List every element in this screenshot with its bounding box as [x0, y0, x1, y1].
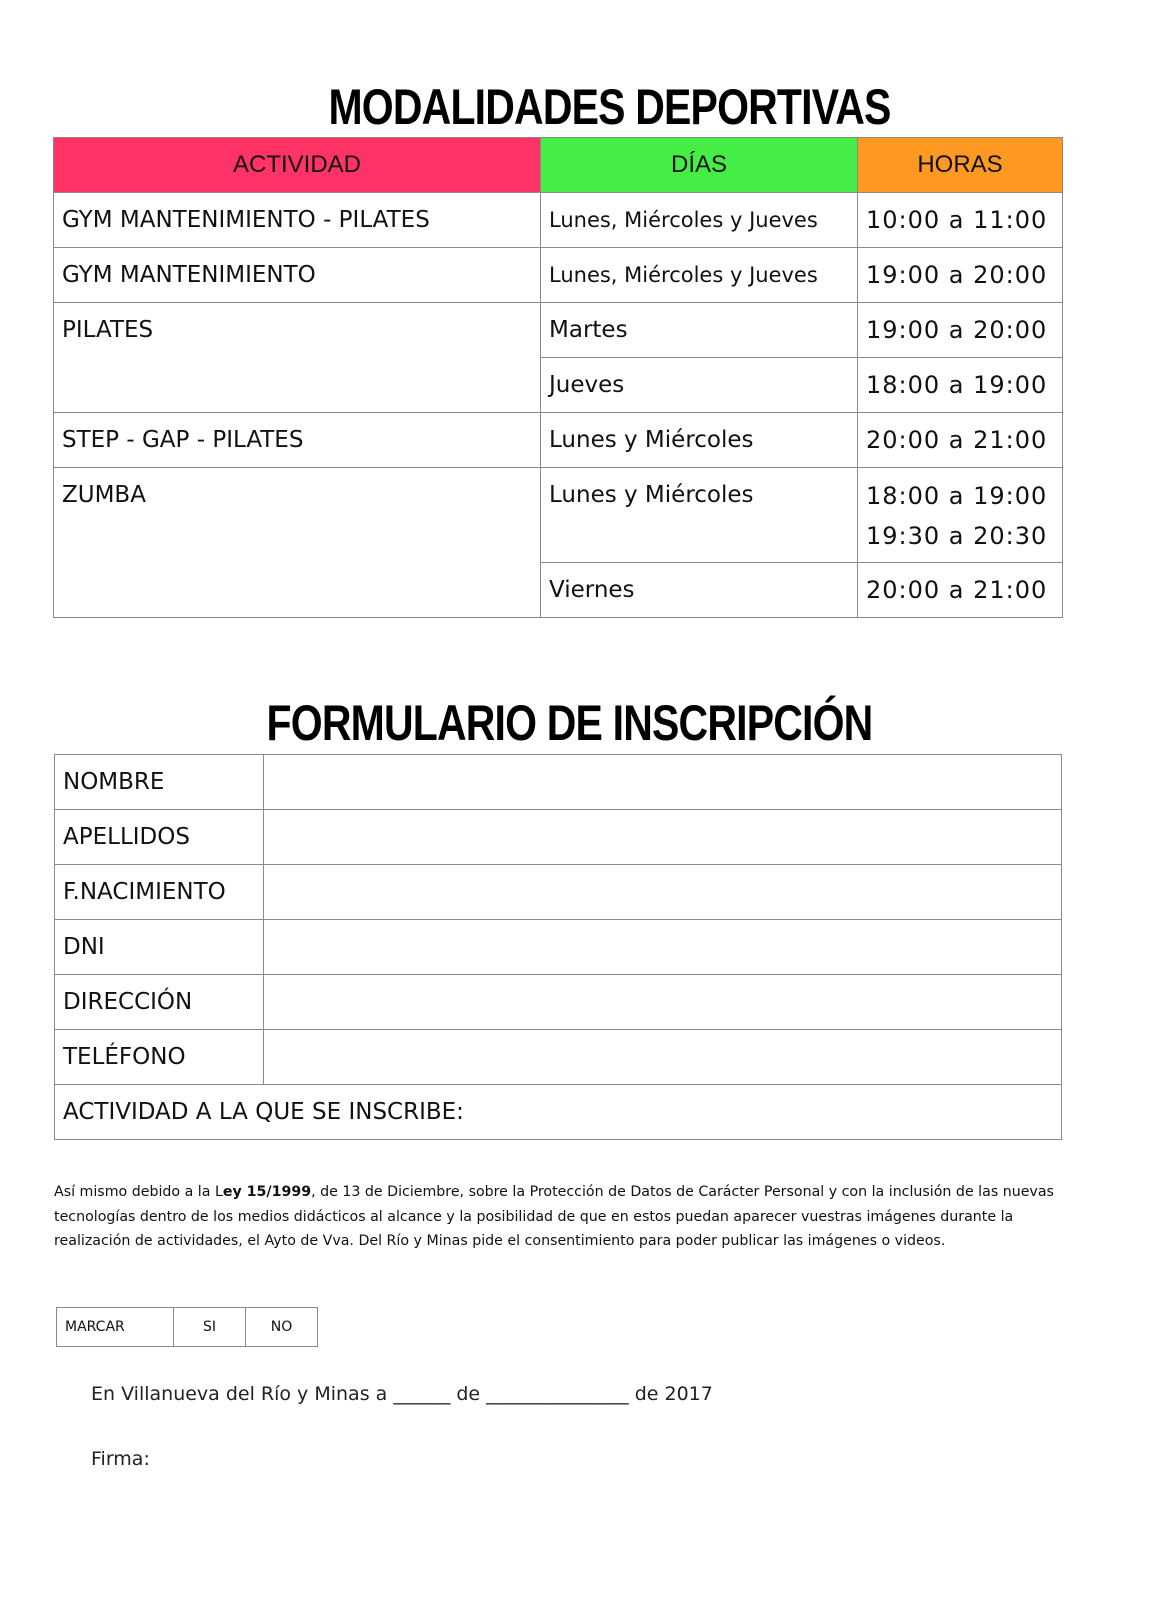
days-cell: Jueves: [541, 358, 858, 413]
header-horas: HORAS: [858, 138, 1063, 193]
legal-text-post: , de 13 de Diciembre, sobre la Protección de Datos de Carácter Personal y con la inclusión de las nuevas tecnologías dentro de los medios didácticos al alcance y la posibilidad de que en estos puedan aparecer vuestras imágenes durante la realización de actividades, el Ayto de Vva. Del Río y Minas pide el consentimiento para poder publicar las imágenes o videos.: [54, 1184, 1054, 1249]
apellidos-input[interactable]: [264, 810, 1062, 865]
consent-row: [57, 1308, 318, 1347]
form-title: FORMULARIO DE INSCRIPCIÓN: [266, 695, 873, 751]
days-cell: Lunes y Miércoles: [541, 413, 858, 468]
days-cell: Lunes, Miércoles y Jueves: [541, 193, 858, 248]
hours-cell: 20:00 a 21:00: [858, 563, 1063, 618]
telefono-input[interactable]: [264, 1030, 1062, 1085]
table-row: [54, 248, 1063, 303]
nacimiento-input[interactable]: [264, 865, 1062, 920]
field-label: NOMBRE: [55, 755, 264, 810]
hours-line: 18:00 a 19:00: [866, 482, 1048, 510]
field-label: DNI: [55, 920, 264, 975]
legal-text-pre: Así mismo debido a la L: [54, 1184, 223, 1200]
form-row: [55, 975, 1062, 1030]
days-cell: Lunes, Miércoles y Jueves: [541, 248, 858, 303]
days-cell: Martes: [541, 303, 858, 358]
direccion-input[interactable]: [264, 975, 1062, 1030]
schedule-title: MODALIDADES DEPORTIVAS: [328, 79, 891, 135]
nombre-input[interactable]: [264, 755, 1062, 810]
form-row: [55, 810, 1062, 865]
table-row: [54, 413, 1063, 468]
field-label: APELLIDOS: [55, 810, 264, 865]
header-actividad: ACTIVIDAD: [54, 138, 541, 193]
consent-table: [56, 1307, 318, 1347]
activity-input[interactable]: ACTIVIDAD A LA QUE SE INSCRIBE:: [55, 1085, 1062, 1140]
legal-law: ey 15/1999: [222, 1184, 312, 1200]
hours-cell: 10:00 a 11:00: [858, 193, 1063, 248]
form-row: [55, 1085, 1062, 1140]
field-label: DIRECCIÓN: [55, 975, 264, 1030]
activity-cell: STEP - GAP - PILATES: [54, 413, 541, 468]
header-dias: DÍAS: [541, 138, 858, 193]
activity-cell: ZUMBA: [54, 468, 541, 618]
activity-cell: GYM MANTENIMIENTO: [54, 248, 541, 303]
days-cell: Lunes y Miércoles: [541, 468, 858, 563]
hours-cell: 19:00 a 20:00: [858, 248, 1063, 303]
place-date-line: En Villanueva del Río y Minas a ______ de _______________ de 2017: [91, 1383, 713, 1405]
legal-notice: [54, 1180, 1084, 1254]
field-label: TELÉFONO: [55, 1030, 264, 1085]
hours-cell: 19:00 a 20:00: [858, 303, 1063, 358]
signature-label: Firma:: [91, 1448, 150, 1470]
registration-form: [54, 754, 1062, 1140]
form-row: [55, 865, 1062, 920]
consent-no[interactable]: NO: [246, 1308, 318, 1347]
schedule-table: [53, 137, 1063, 618]
table-row: [54, 468, 1063, 563]
form-row: [55, 1030, 1062, 1085]
hours-line: 19:30 a 20:30: [866, 522, 1048, 550]
form-row: [55, 920, 1062, 975]
hours-cell: [858, 468, 1063, 563]
field-label: F.NACIMIENTO: [55, 865, 264, 920]
dni-input[interactable]: [264, 920, 1062, 975]
form-row: [55, 755, 1062, 810]
table-row: [54, 303, 1063, 358]
table-row: [54, 193, 1063, 248]
schedule-header-row: [54, 138, 1063, 193]
hours-cell: 18:00 a 19:00: [858, 358, 1063, 413]
activity-cell: PILATES: [54, 303, 541, 413]
days-cell: Viernes: [541, 563, 858, 618]
hours-cell: 20:00 a 21:00: [858, 413, 1063, 468]
activity-cell: GYM MANTENIMIENTO - PILATES: [54, 193, 541, 248]
consent-si[interactable]: SI: [174, 1308, 246, 1347]
marcar-label: MARCAR: [57, 1308, 174, 1347]
